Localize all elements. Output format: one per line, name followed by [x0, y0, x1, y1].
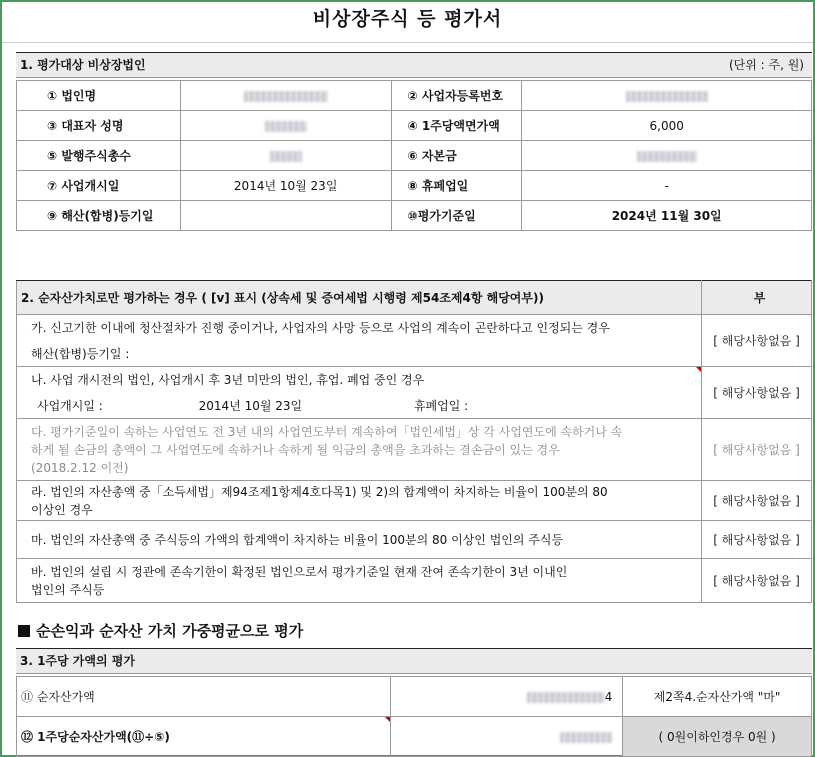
result-cell[interactable]: [ 해당사항없음 ] — [702, 315, 812, 367]
criteria-row — [17, 521, 812, 559]
info-row — [17, 171, 812, 201]
criteria-text — [17, 367, 702, 419]
criteria-row — [17, 315, 812, 367]
criteria-text — [17, 419, 702, 481]
info-row — [17, 111, 812, 141]
unit-label: (단위 : 주, 원) — [728, 58, 804, 72]
par-value-value: 6,000 — [522, 111, 812, 141]
section1-heading — [16, 52, 812, 78]
value-row — [17, 717, 812, 757]
redacted-value — [527, 692, 605, 703]
criteria-line: 나. 사업 개시전의 법인, 사업개시 후 3년 미만의 법인, 휴업. 폐업 중인 경우 — [31, 372, 425, 387]
criteria-line: 가. 신고기한 이내에 청산절차가 진행 중이거나, 사업자의 사망 등으로 사업의 계속이 곤란하다고 인정되는 경우 — [31, 320, 610, 335]
corp-name-value — [180, 81, 391, 111]
criteria-line: (2018.2.12 이전) — [31, 460, 129, 475]
criteria-line: 해산(합병)등기일 : — [31, 346, 130, 361]
redacted-value — [265, 121, 307, 132]
info-row — [17, 81, 812, 111]
comment-marker-icon — [696, 367, 701, 372]
closure-date-label: ⑧ 휴페업일 — [391, 171, 522, 201]
section1-heading-text: 1. 평가대상 비상장법인 — [20, 58, 146, 72]
valuation-date-label: ⑩평가기준일 — [391, 201, 522, 231]
result-cell[interactable]: [ 해당사항없음 ] — [702, 367, 812, 419]
criteria-line: 마. 법인의 자산총액 중 주식등의 가액의 합계액이 차지하는 비율이 100분의 80 이상인 법인의 주식등 — [31, 532, 564, 547]
start-date-inline-label: 사업개시일 : — [37, 398, 103, 413]
capital-label: ⑥ 자본금 — [391, 141, 522, 171]
dissolution-date-value — [180, 201, 391, 231]
weighted-average-heading — [18, 620, 303, 641]
result-cell[interactable]: [ 해당사항없음 ] — [702, 559, 812, 603]
par-value-label: ④ 1주당액면가액 — [391, 111, 522, 141]
redacted-value — [637, 151, 697, 162]
criteria-line: 법인의 주식등 — [31, 582, 105, 597]
info-row — [17, 201, 812, 231]
result-cell[interactable]: [ 해당사항없음 ] — [702, 521, 812, 559]
criteria-text — [17, 481, 702, 521]
net-asset-value — [391, 677, 623, 717]
criteria-text — [17, 315, 702, 367]
net-asset-label: ⑪ 순자산가액 — [17, 677, 391, 717]
start-date-inline-value: 2014년 10월 23일 — [198, 398, 303, 413]
comment-marker-icon — [385, 717, 390, 722]
corporation-info-table — [16, 80, 812, 231]
representative-value — [180, 111, 391, 141]
per-share-net-asset-label-text: ⑫ 1주당순자산가액(⑪÷⑤) — [21, 730, 170, 744]
criteria-line — [31, 397, 693, 415]
section3-heading — [16, 648, 812, 674]
start-date-value: 2014년 10월 23일 — [180, 171, 391, 201]
criteria-text — [17, 559, 702, 603]
redacted-value — [270, 151, 302, 162]
per-share-net-asset-value — [391, 717, 623, 757]
corp-name-label: ① 법인명 — [17, 81, 181, 111]
redacted-value — [626, 91, 708, 102]
value-row — [17, 677, 812, 717]
weighted-average-heading-text: 순손익과 순자산 가치 가중평균으로 평가 — [36, 622, 304, 640]
square-bullet-icon — [18, 625, 30, 637]
result-header: 부 — [702, 281, 812, 315]
criteria-line: 라. 법인의 자산총액 중「소득세법」제94조제1항제4호다목1) 및 2)의 합계액이 차지하는 비율이 100분의 80 — [31, 484, 608, 499]
per-share-net-asset-label — [17, 717, 391, 757]
criteria-line: 이상인 경우 — [31, 502, 93, 517]
criteria-line: 하게 될 손금의 총액이 그 사업연도에 속하거나 속하게 될 익금의 총액을 초과하는 결손금이 있는 경우 — [31, 442, 560, 457]
closure-date-inline-label: 휴폐업일 : — [413, 398, 469, 413]
per-share-note: ( 0원이하인경우 0원 ) — [623, 717, 812, 757]
closure-date-value: - — [522, 171, 812, 201]
result-cell[interactable]: [ 해당사항없음 ] — [702, 419, 812, 481]
criteria-row — [17, 559, 812, 603]
net-asset-value-suffix: 4 — [604, 689, 613, 704]
criteria-line: 다. 평가기준일이 속하는 사업연도 전 3년 내의 사업연도부터 계속하여「법인세법」상 각 사업연도에 속하거나 속 — [31, 424, 623, 439]
redacted-value — [244, 91, 328, 102]
total-shares-label: ⑤ 발행주식총수 — [17, 141, 181, 171]
criteria-text — [17, 521, 702, 559]
per-share-value-table — [16, 676, 812, 757]
criteria-line: 바. 법인의 설립 시 정관에 존속기한이 확정된 법인으로서 평가기준일 현재 잔여 존속기한이 3년 이내인 — [31, 564, 568, 579]
criteria-row — [17, 419, 812, 481]
capital-value — [522, 141, 812, 171]
criteria-row — [17, 481, 812, 521]
dissolution-date-label: ⑨ 해산(합병)등기일 — [17, 201, 181, 231]
business-number-label: ② 사업자등록번호 — [391, 81, 522, 111]
criteria-row — [17, 367, 812, 419]
section3-heading-text: 3. 1주당 가액의 평가 — [20, 654, 135, 668]
info-row — [17, 141, 812, 171]
valuation-date-value: 2024년 11월 30일 — [522, 201, 812, 231]
net-asset-note: 제2쪽4.순자산가액 "마" — [623, 677, 812, 717]
page-title: 비상장주식 등 평가서 — [312, 8, 503, 30]
net-asset-only-table — [16, 280, 812, 603]
representative-label: ③ 대표자 성명 — [17, 111, 181, 141]
start-date-label: ⑦ 사업개시일 — [17, 171, 181, 201]
total-shares-value — [180, 141, 391, 171]
section2-heading: 2. 순자산가치로만 평가하는 경우 ( [v] 표시 (상속세 및 증여세법 시행령 제54조제4항 해당여부)) — [17, 281, 702, 315]
title-divider — [2, 42, 813, 43]
business-number-value — [522, 81, 812, 111]
result-cell[interactable]: [ 해당사항없음 ] — [702, 481, 812, 521]
redacted-value — [560, 732, 612, 743]
